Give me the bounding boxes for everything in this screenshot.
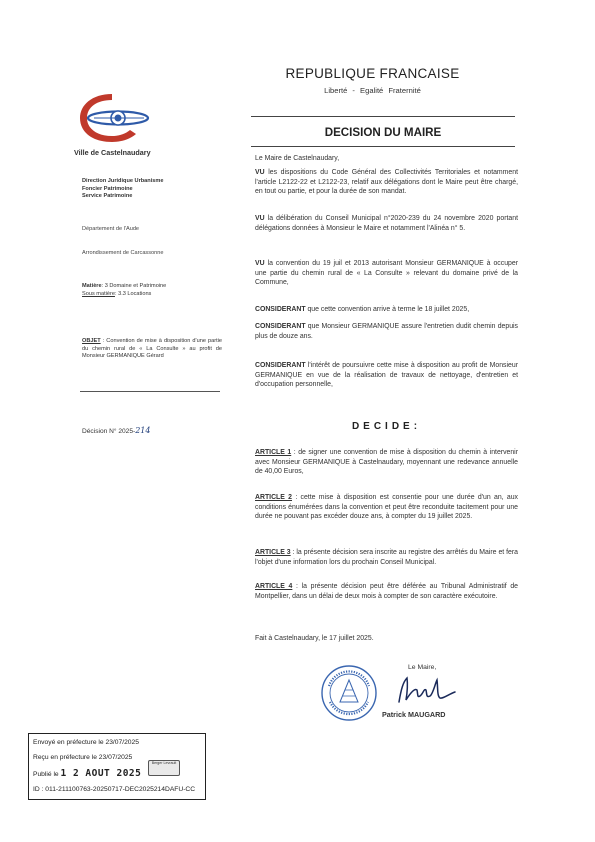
objet-text: : Convention de mise à disposition d'une partie du chemin rural de « La Consulte » au profit de Monsieur GERMANIQUE Gérard — [82, 338, 222, 360]
motto: Liberté - Egalité Fraternité — [324, 86, 421, 95]
acte-id: ID : 011-211100763-20250717-DEC2025214DAFU-CC — [33, 786, 196, 793]
publie-label: Publié le — [33, 771, 59, 778]
vu-text: la convention du 19 juil et 2013 autorisant Monsieur GERMANIQUE à occuper une partie du chemin rural de « La Consulte » relevant du domaine privé de la Commune, — [255, 260, 518, 287]
intro: Le Maire de Castelnaudary, — [255, 155, 340, 162]
article-text: : de signer une convention de mise à disposition du chemin à intervenir avec Monsieur GERMANIQUE à Castelnaudary, moyennant une redevance annuelle de 40,00 Euros, — [255, 449, 519, 476]
article — [255, 448, 518, 477]
republic-heading: REPUBLIQUE FRANCAISE — [285, 66, 460, 81]
article-label: ARTICLE 2 — [255, 494, 293, 501]
publie-line — [33, 768, 141, 779]
considerant-paragraph — [255, 361, 518, 390]
article — [255, 582, 518, 601]
divider — [80, 391, 220, 392]
department: Département de l'Aude — [82, 226, 140, 232]
considerant-label: CONSIDERANT — [255, 362, 306, 369]
considerant-label: CONSIDERANT — [255, 306, 306, 313]
decision-number — [82, 426, 151, 435]
mayor-name: Patrick MAUGARD — [382, 710, 446, 719]
article-label: ARTICLE 3 — [255, 549, 291, 556]
berger-levrault-badge: Berger Levrault — [148, 760, 180, 776]
matiere-block — [82, 282, 166, 298]
considerant-text: que cette convention arrive à terme le 18 juillet 2025, — [305, 306, 470, 313]
service-line: Foncier Patrimoine — [82, 185, 133, 192]
considerant-text: que Monsieur GERMANIQUE assure l'entretien dudit chemin depuis plus de douze ans. — [255, 323, 518, 340]
city-name: Ville de Castelnaudary — [74, 148, 151, 157]
arrondissement: Arrondissement de Carcassonne — [82, 250, 164, 256]
considerant-paragraph — [255, 322, 518, 341]
matiere-value: : 3 Domaine et Patrimoine — [101, 283, 167, 289]
vu-paragraph — [255, 168, 518, 197]
vu-text: la délibération du Conseil Municipal n°2020-239 du 24 novembre 2020 portant délégations données à Monsieur le Maire et notamment l'Alinéa n° 5. — [255, 215, 518, 232]
page-title: DECISION DU MAIRE — [324, 126, 442, 139]
article — [255, 493, 518, 522]
article-text: : la présente décision peut être déférée au Tribunal Administratif de Montpellier, dans un délai de deux mois à compter de son caractère exécutoire. — [255, 583, 518, 600]
sous-matiere-label: Sous matière — [82, 291, 115, 297]
publication-date: 1 2 AOUT 2025 — [60, 768, 142, 779]
article-text: : la présente décision sera inscrite au registre des arrêtés du Maire et fera l'objet d'une information lors du prochain Conseil Municipal. — [255, 549, 518, 566]
vu-label: VU — [255, 169, 265, 176]
service-line: Service Patrimoine — [82, 193, 133, 200]
objet-block — [82, 338, 222, 361]
divider — [251, 146, 515, 147]
sous-matiere-value: : 3.3 Locations — [114, 291, 152, 297]
considerant-text: l'intérêt de poursuivre cette mise à disposition au profit de Monsieur GERMANIQUE en vue de la réalisation de travaux de nettoyage, d'entretien et d'occupation personnelle, — [255, 362, 518, 389]
service-list — [82, 178, 163, 201]
vu-paragraph — [255, 214, 518, 233]
le-maire-label: Le Maire, — [408, 664, 437, 671]
fait-a-line: Fait à Castelnaudary, le 17 juillet 2025. — [255, 635, 374, 642]
divider — [251, 116, 515, 117]
decision-label: Décision N° 2025- — [82, 428, 136, 435]
decide-heading: DECIDE: — [351, 421, 422, 432]
vu-paragraph — [255, 259, 518, 288]
article-text: : cette mise à disposition est consentie pour une durée d'un an, aux conditions énumérées dans la convention et peut être reconduite tacitement pour une durée ne pouvant pas excéder douze ans, à compter du 19 juillet 2025. — [255, 494, 518, 521]
article-label: ARTICLE 1 — [255, 449, 292, 456]
city-logo — [72, 88, 152, 146]
considerant-label: CONSIDERANT — [255, 323, 306, 330]
signature-icon — [393, 672, 459, 706]
article — [255, 548, 518, 567]
considerant-paragraph — [255, 305, 518, 315]
vu-text: les dispositions du Code Général des Collectivités Territoriales et notamment l'article L2122-22 et L2122-23, relatif aux délégations dont le Maire peut être chargé, en tout ou partie, et pour la durée de son mandat. — [255, 169, 518, 196]
service-line: Direction Juridique Urbanisme — [82, 178, 164, 184]
decision-handwritten-number: 214 — [135, 426, 151, 435]
article-label: ARTICLE 4 — [255, 583, 293, 590]
matiere-label: Matière — [82, 283, 102, 289]
envoye-line: Envoyé en préfecture le 23/07/2025 — [33, 739, 139, 746]
vu-label: VU — [255, 215, 265, 222]
mairie-stamp-icon — [320, 664, 378, 722]
objet-label: OBJET — [82, 338, 101, 344]
vu-label: VU — [255, 260, 265, 267]
recu-line: Reçu en préfecture le 23/07/2025 — [33, 754, 133, 761]
